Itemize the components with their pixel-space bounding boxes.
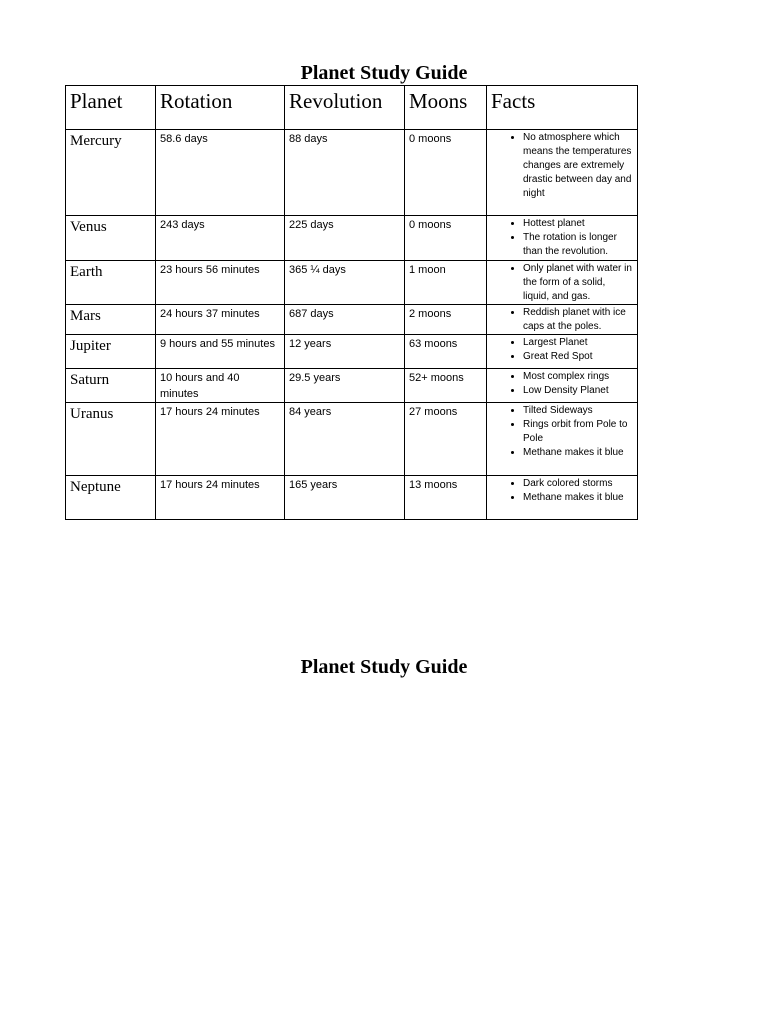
facts-cell [487, 305, 638, 335]
table-row [66, 403, 638, 476]
planet-cell: Earth [66, 261, 156, 305]
moons-cell: 13 moons [405, 476, 487, 520]
facts-cell [487, 261, 638, 305]
fact-item: • Tilted Sideways [523, 404, 633, 418]
rotation-cell: 17 hours 24 minutes [156, 476, 285, 520]
fact-item: • Great Red Spot [523, 350, 633, 364]
fact-item: • Hottest planet [523, 217, 633, 231]
fact-item: • Low Density Planet [523, 384, 633, 398]
revolution-cell: 84 years [285, 403, 405, 476]
planet-table [65, 85, 638, 520]
facts-list [491, 306, 633, 334]
header-moons: Moons [405, 86, 487, 130]
moons-cell: 52+ moons [405, 369, 487, 403]
moons-cell: 63 moons [405, 335, 487, 369]
facts-list [491, 336, 633, 364]
rotation-cell: 58.6 days [156, 130, 285, 216]
facts-list [491, 217, 633, 259]
header-facts: Facts [487, 86, 638, 130]
fact-item: • No atmosphere which means the temperatures changes are extremely drastic between day and night [523, 131, 633, 201]
table-row [66, 130, 638, 216]
page-title: Planet Study Guide [300, 62, 468, 84]
fact-item: • Methane makes it blue [523, 491, 633, 505]
table-row [66, 261, 638, 305]
table-row [66, 476, 638, 520]
rotation-cell: 24 hours 37 minutes [156, 305, 285, 335]
fact-item: • The rotation is longer than the revolution. [523, 231, 633, 259]
table-row [66, 335, 638, 369]
moons-cell: 2 moons [405, 305, 487, 335]
table-header-row [66, 86, 638, 130]
fact-item: • Only planet with water in the form of a solid, liquid, and gas. [523, 262, 633, 304]
table-row [66, 369, 638, 403]
revolution-cell: 29.5 years [285, 369, 405, 403]
fact-item: • Dark colored storms [523, 477, 633, 491]
facts-cell [487, 403, 638, 476]
revolution-cell: 12 years [285, 335, 405, 369]
header-planet: Planet [66, 86, 156, 130]
rotation-cell: 9 hours and 55 minutes [156, 335, 285, 369]
fact-item: • Methane makes it blue [523, 446, 633, 460]
table-row [66, 305, 638, 335]
moons-cell: 0 moons [405, 216, 487, 261]
revolution-cell: 88 days [285, 130, 405, 216]
facts-list [491, 262, 633, 304]
facts-list [491, 477, 633, 505]
second-page-title: Planet Study Guide [300, 656, 468, 678]
moons-cell: 27 moons [405, 403, 487, 476]
fact-item: • Most complex rings [523, 370, 633, 384]
header-revolution: Revolution [285, 86, 405, 130]
planet-cell: Mercury [66, 130, 156, 216]
revolution-cell: 365 ¼ days [285, 261, 405, 305]
fact-item: • Largest Planet [523, 336, 633, 350]
revolution-cell: 225 days [285, 216, 405, 261]
moons-cell: 0 moons [405, 130, 487, 216]
revolution-cell: 165 years [285, 476, 405, 520]
fact-item: • Rings orbit from Pole to Pole [523, 418, 633, 446]
fact-item: • Reddish planet with ice caps at the poles. [523, 306, 633, 334]
planet-cell: Saturn [66, 369, 156, 403]
facts-cell [487, 335, 638, 369]
revolution-cell: 687 days [285, 305, 405, 335]
rotation-cell: 17 hours 24 minutes [156, 403, 285, 476]
planet-cell: Mars [66, 305, 156, 335]
planet-cell: Venus [66, 216, 156, 261]
rotation-cell: 23 hours 56 minutes [156, 261, 285, 305]
facts-list [491, 370, 633, 398]
facts-cell [487, 216, 638, 261]
planet-cell: Uranus [66, 403, 156, 476]
moons-cell: 1 moon [405, 261, 487, 305]
facts-list [491, 404, 633, 460]
facts-cell [487, 369, 638, 403]
header-rotation: Rotation [156, 86, 285, 130]
planet-cell: Jupiter [66, 335, 156, 369]
rotation-cell: 10 hours and 40 minutes [156, 369, 285, 403]
planet-cell: Neptune [66, 476, 156, 520]
facts-list [491, 131, 633, 201]
rotation-cell: 243 days [156, 216, 285, 261]
facts-cell [487, 476, 638, 520]
facts-cell [487, 130, 638, 216]
table-row [66, 216, 638, 261]
